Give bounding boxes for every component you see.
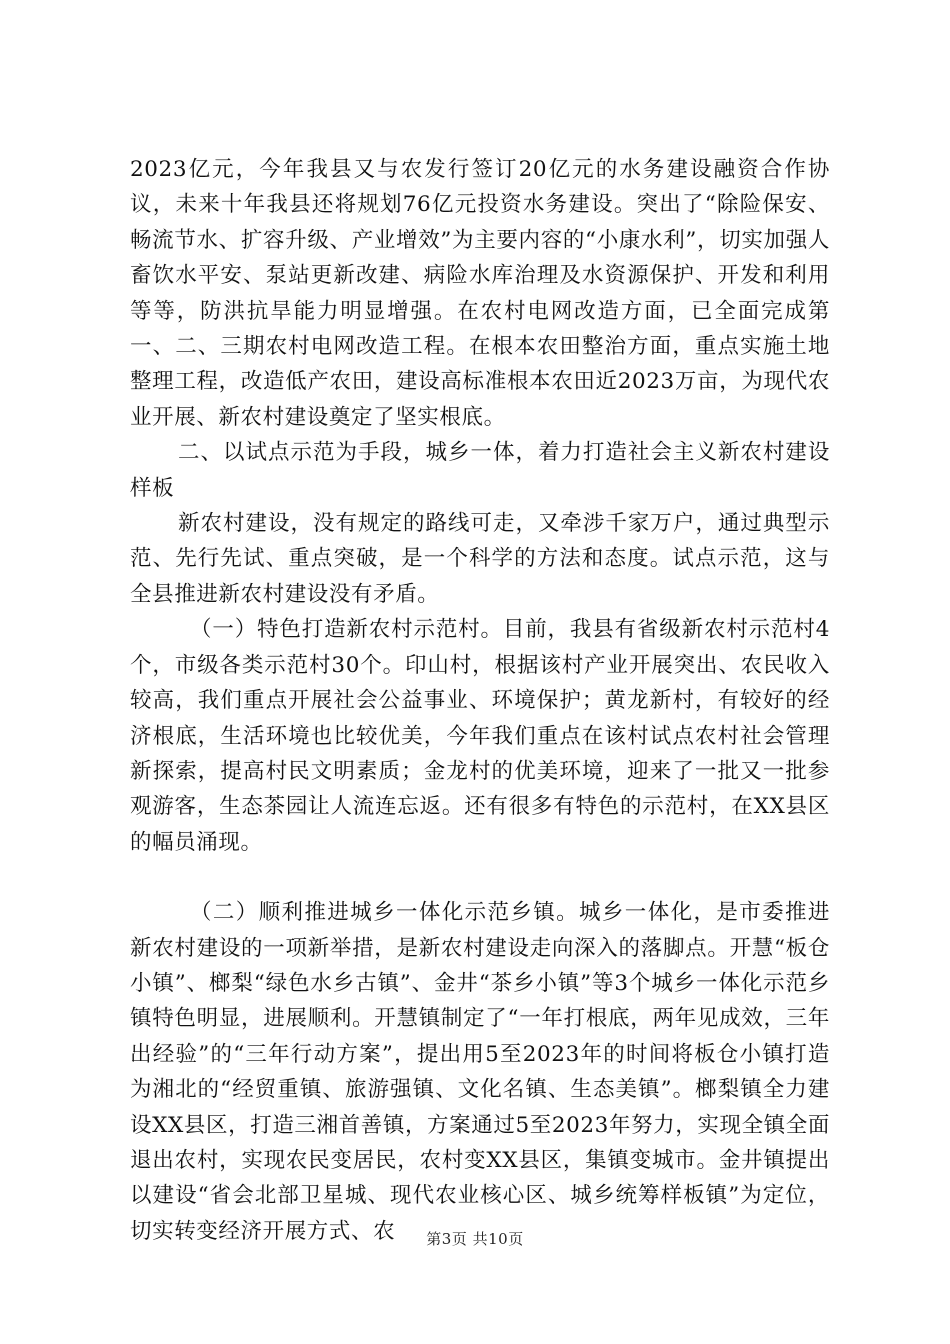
paragraph-demo-villages: （一）特色打造新农村示范村。目前，我县有省级新农村示范村4个，市级各类示范村30个。印山村，根据该村产业开展突出、农民收入较高，我们重点开展社会公益事业、环境保护；黄龙新村，有较好的经济根底，生活环境也比较优美，今年我们重点在该村试点农村社会管理新探索，提高村民文明素质；金龙村的优美环境，迎来了一批又一批参观游客，生态茶园让人流连忘返。还有很多有特色的示范村，在XX县区的幅员涌现。 (130, 617, 830, 855)
paragraph-spacer (130, 860, 830, 895)
paragraph-water-infrastructure: 2023亿元，今年我县又与农发行签订20亿元的水务建设融资合作协议，未来十年我县还将规划76亿元投资水务建设。突出了“除险保安、畅流节水、扩容升级、产业增效”为主要内容的“小康水利”，切实加强人畜饮水平安、泵站更新改建、病险水库治理及水资源保护、开发和利用等等，防洪抗旱能力明显增强。在农村电网改造方面，已全面完成第一、二、三期农村电网改造工程。在根本农田整治方面，重点实施土地整理工程，改造低产农田，建设高标准根本农田近2023万亩，为现代农业开展、新农村建设奠定了坚实根底。 (130, 157, 830, 430)
page-number-footer: 第3页 共10页 (426, 1230, 524, 1248)
paragraph-demo-towns: （二）顺利推进城乡一体化示范乡镇。城乡一体化，是市委推进新农村建设的一项新举措，是新农村建设走向深入的落脚点。开慧“板仓小镇”、榔梨“绿色水乡古镇”、金井“茶乡小镇”等3个城乡一体化示范乡镇特色明显，进展顺利。开慧镇制定了“一年打根底，两年见成效，三年出经验”的“三年行动方案”，提出用5至2023年的时间将板仓小镇打造为湘北的“经贸重镇、旅游强镇、文化名镇、生态美镇”。榔梨镇全力建设XX县区，打造三湘首善镇，方案通过5至2023年努力，实现全镇全面退出农村，实现农民变居民，农村变XX县区，集镇变城市。金井镇提出以建设“省会北部卫星城、现代农业核心区、城乡统筹样板镇”为定位，切实转变经济开展方式、农 (130, 900, 830, 1244)
section-heading-pilot-demonstration: 二、以试点示范为手段，城乡一体，着力打造社会主义新农村建设样板 (130, 440, 830, 501)
paragraph-pilot-intro: 新农村建设，没有规定的路线可走，又牵涉千家万户，通过典型示范、先行先试、重点突破，是一个科学的方法和态度。试点示范，这与全县推进新农村建设没有矛盾。 (130, 511, 830, 607)
document-body (130, 152, 830, 1249)
